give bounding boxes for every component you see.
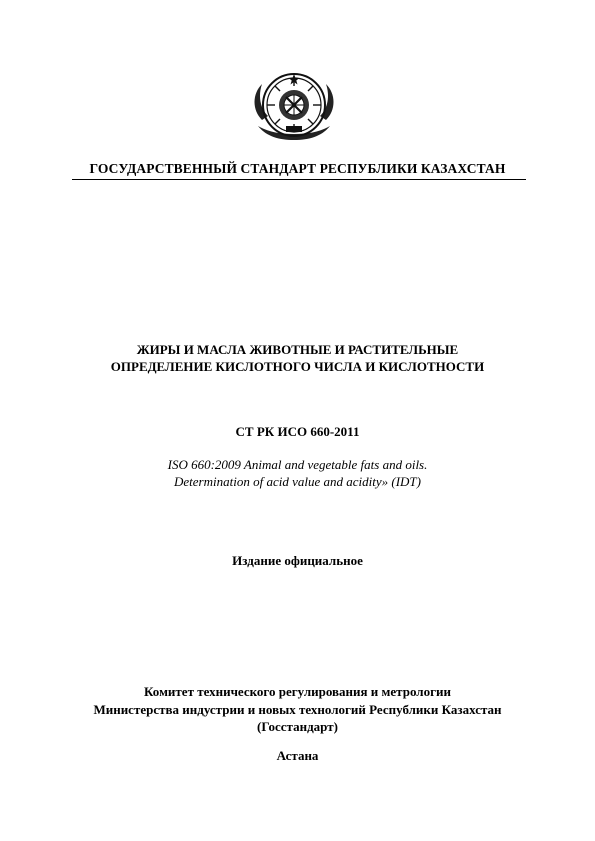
iso-reference [0, 456, 595, 490]
document-title-line-2: ОПРЕДЕЛЕНИЕ КИСЛОТНОГО ЧИСЛА И КИСЛОТНОСТИ [110, 359, 485, 374]
document-title-line-1: ЖИРЫ И МАСЛА ЖИВОТНЫЕ И РАСТИТЕЛЬНЫЕ [136, 342, 459, 357]
publisher-line-1: Комитет технического регулирования и метрологии [144, 684, 451, 699]
publisher-line-2: Министерства индустрии и новых технологий Республики Казахстан [93, 701, 502, 717]
standard-code-text: СТ РК ИСО 660-2011 [235, 424, 360, 439]
iso-reference-line-2: Determination of acid value and acidity» (IDT) [174, 474, 421, 489]
header-divider [72, 179, 526, 180]
iso-reference-line-1: ISO 660:2009 Animal and vegetable fats and oils. [167, 457, 428, 472]
document-title [0, 341, 595, 375]
edition-text: Издание официальное [232, 553, 363, 568]
government-standard-title [0, 161, 595, 177]
gov-title-text: ГОСУДАРСТВЕННЫЙ СТАНДАРТ РЕСПУБЛИКИ КАЗАХСТАН [89, 161, 506, 176]
publisher-line-3: (Госстандарт) [257, 719, 338, 734]
edition-label [0, 553, 595, 569]
publication-city [0, 748, 595, 764]
publisher-block [0, 683, 595, 736]
city-text: Астана [276, 748, 319, 763]
standard-code [0, 424, 595, 440]
state-emblem-icon [248, 70, 340, 142]
